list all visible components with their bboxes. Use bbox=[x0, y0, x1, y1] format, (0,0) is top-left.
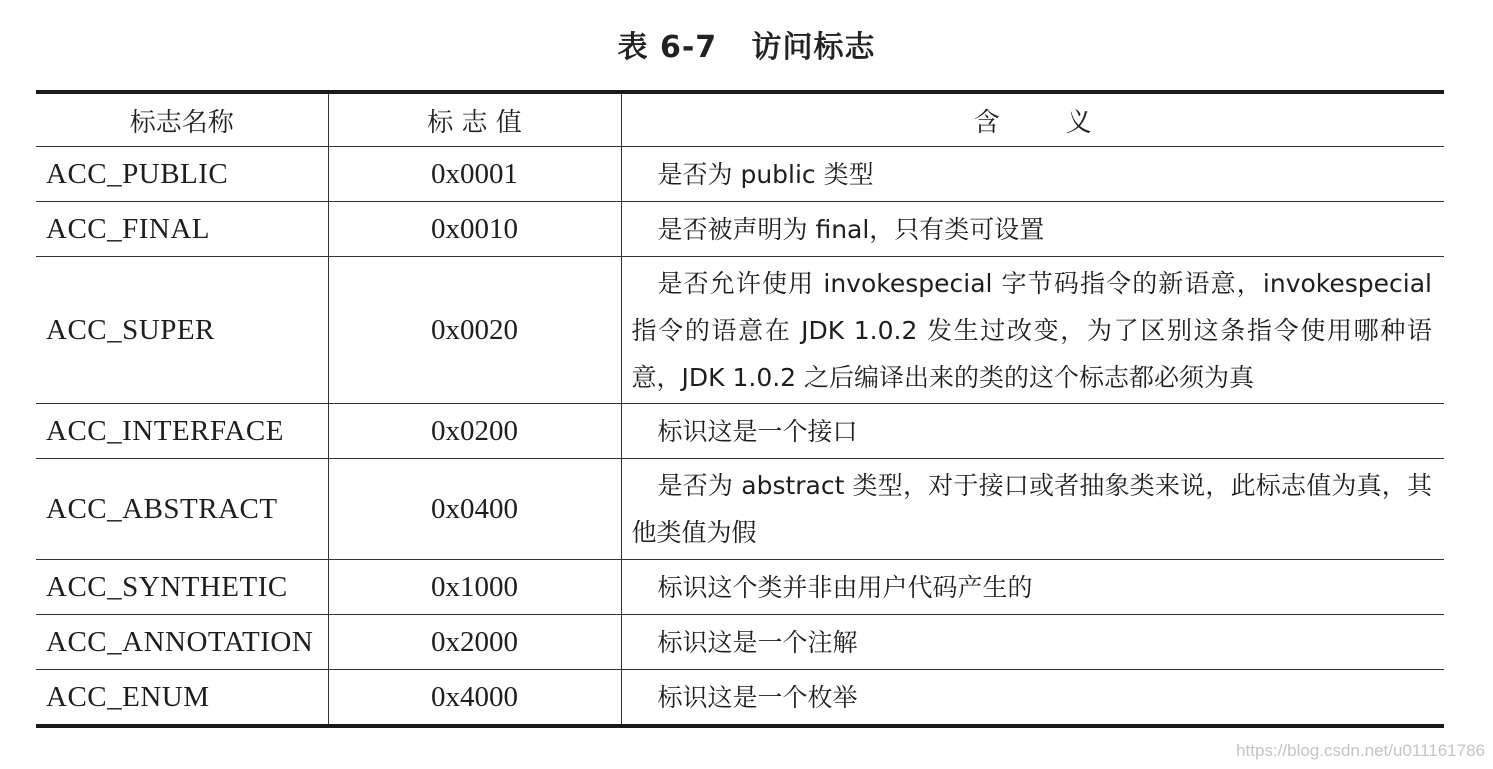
column-header-meaning: 含 义 bbox=[621, 92, 1444, 147]
flag-meaning-cell: 是否为 abstract 类型，对于接口或者抽象类来说，此标志值为真，其他类值为假 bbox=[621, 459, 1444, 560]
access-flags-table bbox=[36, 90, 1444, 728]
flag-meaning-cell: 是否允许使用 invokespecial 字节码指令的新语意，invokespecial 指令的语意在 JDK 1.0.2 发生过改变，为了区别这条指令使用哪种语意，JDK 1.0.2 之后编译出来的类的这个标志都必须为真 bbox=[621, 257, 1444, 404]
table-row bbox=[36, 670, 1444, 727]
table-row bbox=[36, 459, 1444, 560]
flag-value-cell: 0x0020 bbox=[328, 257, 621, 404]
flag-name-cell: ACC_ENUM bbox=[36, 670, 328, 727]
flag-meaning-cell: 标识这个类并非由用户代码产生的 bbox=[621, 560, 1444, 615]
flag-meaning-cell: 标识这是一个注解 bbox=[621, 615, 1444, 670]
flag-value-cell: 0x0001 bbox=[328, 147, 621, 202]
flag-value-cell: 0x0400 bbox=[328, 459, 621, 560]
table-row bbox=[36, 147, 1444, 202]
flag-value-cell: 0x0200 bbox=[328, 404, 621, 459]
flag-meaning-cell: 是否为 public 类型 bbox=[621, 147, 1444, 202]
flag-meaning-cell: 是否被声明为 final，只有类可设置 bbox=[621, 202, 1444, 257]
flag-name-cell: ACC_INTERFACE bbox=[36, 404, 328, 459]
flag-value-cell: 0x2000 bbox=[328, 615, 621, 670]
flag-name-cell: ACC_ANNOTATION bbox=[36, 615, 328, 670]
flag-meaning-cell: 标识这是一个接口 bbox=[621, 404, 1444, 459]
column-header-name: 标志名称 bbox=[36, 92, 328, 147]
table-caption: 表 6-7 访问标志 bbox=[617, 30, 876, 65]
table-row bbox=[36, 615, 1444, 670]
source-watermark: https://blog.csdn.net/u011161786 bbox=[1236, 741, 1485, 760]
table-row bbox=[36, 202, 1444, 257]
flag-value-cell: 0x1000 bbox=[328, 560, 621, 615]
table-row bbox=[36, 257, 1444, 404]
table-row bbox=[36, 404, 1444, 459]
column-header-value: 标 志 值 bbox=[328, 92, 621, 147]
flag-value-cell: 0x4000 bbox=[328, 670, 621, 727]
table-row bbox=[36, 560, 1444, 615]
table-header-row bbox=[36, 92, 1444, 147]
flag-value-cell: 0x0010 bbox=[328, 202, 621, 257]
flag-name-cell: ACC_SUPER bbox=[36, 257, 328, 404]
flag-name-cell: ACC_ABSTRACT bbox=[36, 459, 328, 560]
flag-name-cell: ACC_FINAL bbox=[36, 202, 328, 257]
flag-meaning-cell: 标识这是一个枚举 bbox=[621, 670, 1444, 727]
flag-name-cell: ACC_PUBLIC bbox=[36, 147, 328, 202]
flag-name-cell: ACC_SYNTHETIC bbox=[36, 560, 328, 615]
